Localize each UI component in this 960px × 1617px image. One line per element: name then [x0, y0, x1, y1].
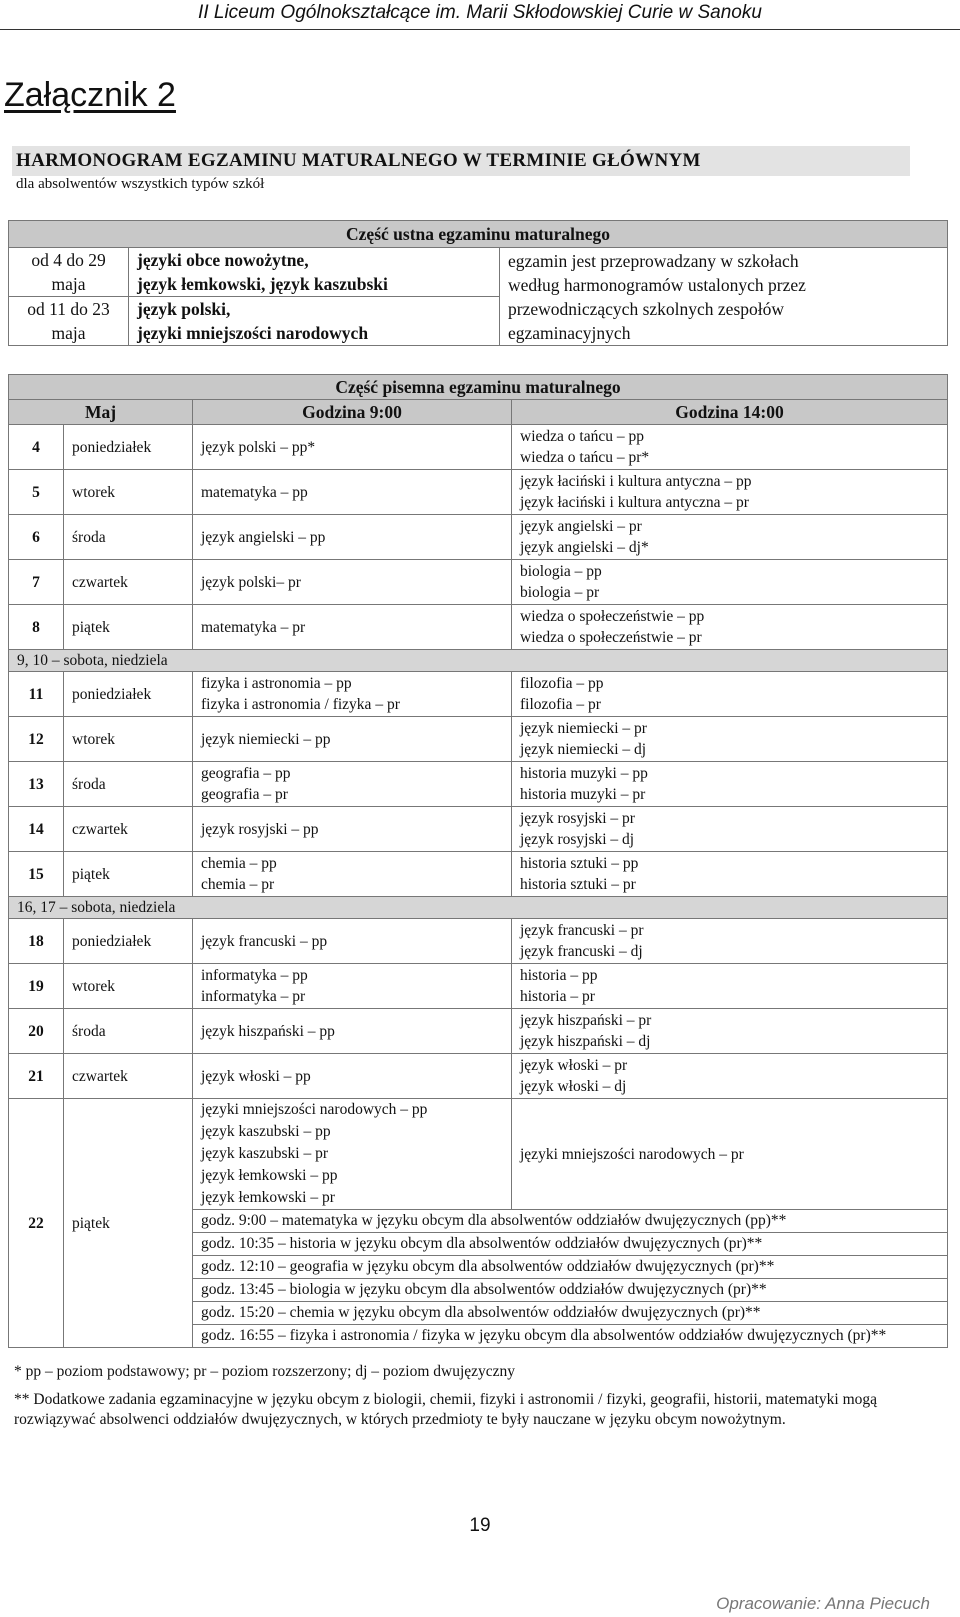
- table-row: 4 poniedziałek język polski – pp* wiedza o tańcu – pp wiedza o tańcu – pr*: [9, 425, 948, 470]
- page-number: 19: [469, 1515, 491, 1536]
- table-row: 5 wtorek matematyka – pp język łaciński i kultura antyczna – pp język łaciński i kultura antyczna – pr: [9, 470, 948, 515]
- bilingual-exam-6: godz. 16:55 – fizyka i astronomia / fizyka w języku obcym dla absolwentów oddziałów dwujęzycznych (pr)**: [193, 1325, 948, 1348]
- bilingual-exam-1: godz. 9:00 – matematyka w języku obcym dla absolwentów oddziałów dwujęzycznych (pp)**: [193, 1210, 948, 1233]
- col-am: Godzina 9:00: [193, 400, 512, 425]
- table-row: 15 piątek chemia – pp chemia – pr historia sztuki – pp historia sztuki – pr: [9, 852, 948, 897]
- footnote-levels: * pp – poziom podstawowy; pr – poziom rozszerzony; dj – poziom dwujęzyczny: [14, 1363, 516, 1380]
- oral-dates-1: od 4 do 29 maja: [9, 248, 129, 297]
- col-pm: Godzina 14:00: [512, 400, 948, 425]
- header-rule: [0, 29, 960, 30]
- table-row: 20 środa język hiszpański – pp język hiszpański – pr język hiszpański – dj: [9, 1009, 948, 1054]
- table-row: 12 wtorek język niemiecki – pp język niemiecki – pr język niemiecki – dj: [9, 717, 948, 762]
- table-row: 13 środa geografia – pp geografia – pr historia muzyki – pp historia muzyki – pr: [9, 762, 948, 807]
- table-row: 14 czwartek język rosyjski – pp język rosyjski – pr język rosyjski – dj: [9, 807, 948, 852]
- schedule-subtitle: dla absolwentów wszystkich typów szkół: [16, 176, 265, 192]
- footnotes: [14, 1362, 936, 1438]
- written-heading: Część pisemna egzaminu maturalnego: [9, 375, 948, 400]
- bilingual-exam-5: godz. 15:20 – chemia w języku obcym dla absolwentów oddziałów dwujęzycznych (pr)**: [193, 1302, 948, 1325]
- oral-dates-2: od 11 do 23 maja: [9, 297, 129, 346]
- table-row: 18 poniedziałek język francuski – pp język francuski – pr język francuski – dj: [9, 919, 948, 964]
- table-row: 8 piątek matematyka – pr wiedza o społeczeństwie – pp wiedza o społeczeństwie – pr: [9, 605, 948, 650]
- bilingual-exam-4: godz. 13:45 – biologia w języku obcym dla absolwentów oddziałów dwujęzycznych (pr)**: [193, 1279, 948, 1302]
- table-row: 7 czwartek język polski– pr biologia – pp biologia – pr: [9, 560, 948, 605]
- written-exam-table: [8, 374, 948, 1348]
- table-row: 19 wtorek informatyka – pp informatyka – pr historia – pp historia – pr: [9, 964, 948, 1009]
- oral-note: egzamin jest przeprowadzany w szkołach według harmonogramów ustalonych przez przewodniczących szkolnych zespołów egzaminacyjnych: [500, 248, 948, 346]
- table-row: 21 czwartek język włoski – pp język włoski – pr język włoski – dj: [9, 1054, 948, 1099]
- table-row-22: 22 piątek języki mniejszości narodowych – pp język kaszubski – pp język kaszubski – pr język łemkowski – pp język łemkowski – pr języki mniejszości narodowych – pr: [9, 1099, 948, 1210]
- table-row: 11 poniedziałek fizyka i astronomia – pp fizyka i astronomia / fizyka – pr filozofia – pp filozofia – pr: [9, 672, 948, 717]
- author-credit: Opracowanie: Anna Piecuch: [716, 1594, 930, 1613]
- schedule-title: HARMONOGRAM EGZAMINU MATURALNEGO W TERMINIE GŁÓWNYM: [16, 150, 701, 171]
- footnote-bilingual: ** Dodatkowe zadania egzaminacyjne w języku obcym z biologii, chemii, fizyki i astronomii / fizyki, geografii, historii, matematyki mogą rozwiązywać absolwenci oddziałów dwujęzycznych, w których przedmioty te były nauczane w języku obcym nowożytnym.: [14, 1391, 878, 1428]
- table-row: 6 środa język angielski – pp język angielski – pr język angielski – dj*: [9, 515, 948, 560]
- oral-exam-table: [8, 220, 948, 346]
- oral-heading: Część ustna egzaminu maturalnego: [9, 221, 948, 248]
- oral-subjects-2: język polski, języki mniejszości narodowych: [129, 297, 500, 346]
- oral-subjects-1: języki obce nowożytne, język łemkowski, język kaszubski: [129, 248, 500, 297]
- col-month: Maj: [9, 400, 193, 425]
- weekend-row-2: 16, 17 – sobota, niedziela: [9, 897, 948, 919]
- bilingual-exam-3: godz. 12:10 – geografia w języku obcym dla absolwentów oddziałów dwujęzycznych (pr)**: [193, 1256, 948, 1279]
- attachment-title: Załącznik 2: [4, 76, 176, 114]
- bilingual-exam-2: godz. 10:35 – historia w języku obcym dla absolwentów oddziałów dwujęzycznych (pr)**: [193, 1233, 948, 1256]
- weekend-row-1: 9, 10 – sobota, niedziela: [9, 650, 948, 672]
- page-header: II Liceum Ogólnokształcące im. Marii Skłodowskiej Curie w Sanoku: [198, 2, 762, 23]
